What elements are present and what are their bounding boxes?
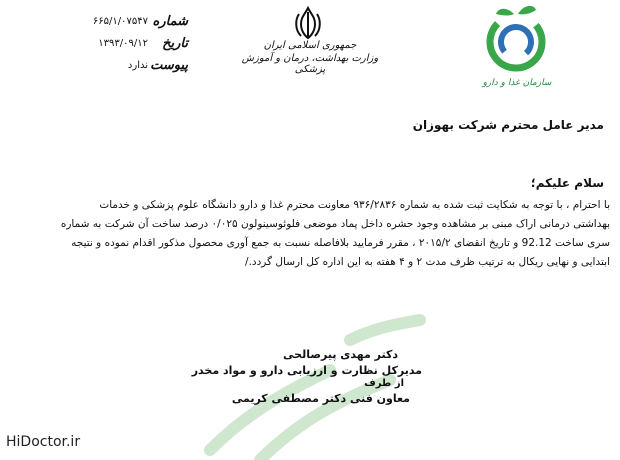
- body-line-1: با احترام ، با توجه به شکایت ثبت شده به شماره ۹۳۶/۲۸۳۶ معاونت محترم غذا و دارو دانشگاه علوم پزشکی و خدمات: [99, 199, 610, 211]
- ministry-line2: وزارت بهداشت، درمان و آموزش پزشکی: [241, 53, 379, 75]
- meta-attachment-label: پیوست: [150, 57, 188, 73]
- body-line-4: ابتدایی و نهایی ریکال به ترتیب ظرف مدت ۲ و ۴ هفته به این اداره کل ارسال گردد./: [245, 256, 610, 268]
- meta-date-value: ۱۳۹۳/۰۹/۱۲: [98, 37, 148, 49]
- signer-name: دکتر مهدی پیرصالحی: [283, 348, 398, 361]
- ministry-name: [240, 40, 380, 75]
- meta-number-label: شماره: [152, 13, 188, 29]
- iran-emblem-icon: [292, 6, 324, 40]
- site-watermark: HiDoctor.ir: [6, 434, 81, 450]
- meta-attachment-value: ندارد: [127, 59, 148, 71]
- letter-meta: [58, 10, 188, 76]
- ministry-line1: جمهوری اسلامی ایران: [263, 40, 357, 51]
- addressee: مدیر عامل محترم شرکت بهوزان: [412, 118, 604, 132]
- deputy-signature: معاون فنی دکتر مصطفی کریمی: [231, 392, 410, 405]
- meta-date-label: تاریخ: [162, 35, 188, 51]
- fda-logo-icon: [476, 0, 556, 76]
- body-line-2: بهداشتی درمانی اراک مبنی بر مشاهده وجود حشره داخل پماد موضعی فلوئوسینولون ۰/۰۲۵ درصد ساخت آن شرکت به شماره: [60, 218, 610, 230]
- signer-title: مدیرکل نظارت و ارزیابی دارو و مواد مخدر: [191, 364, 422, 377]
- on-behalf: از طرف: [364, 378, 404, 389]
- greeting: سلام علیکم؛: [530, 176, 604, 190]
- meta-date-row: [58, 32, 188, 54]
- watermark-graphic: [190, 300, 450, 460]
- body-line-3: سری ساخت 92.12 و تاریخ انقضای ۲۰۱۵/۲ ، مقرر فرمایید بلافاصله نسبت به جمع آوری محصول مذکور اقدام نموده و نتیجه: [71, 237, 610, 249]
- meta-number-row: [58, 10, 188, 32]
- logo-caption: سازمان غذا و دارو: [482, 78, 552, 88]
- meta-number-value: ۶۶۵/۱/۰۷۵۴۷: [92, 15, 148, 27]
- meta-attachment-row: [58, 54, 188, 76]
- letter-body: [16, 196, 610, 272]
